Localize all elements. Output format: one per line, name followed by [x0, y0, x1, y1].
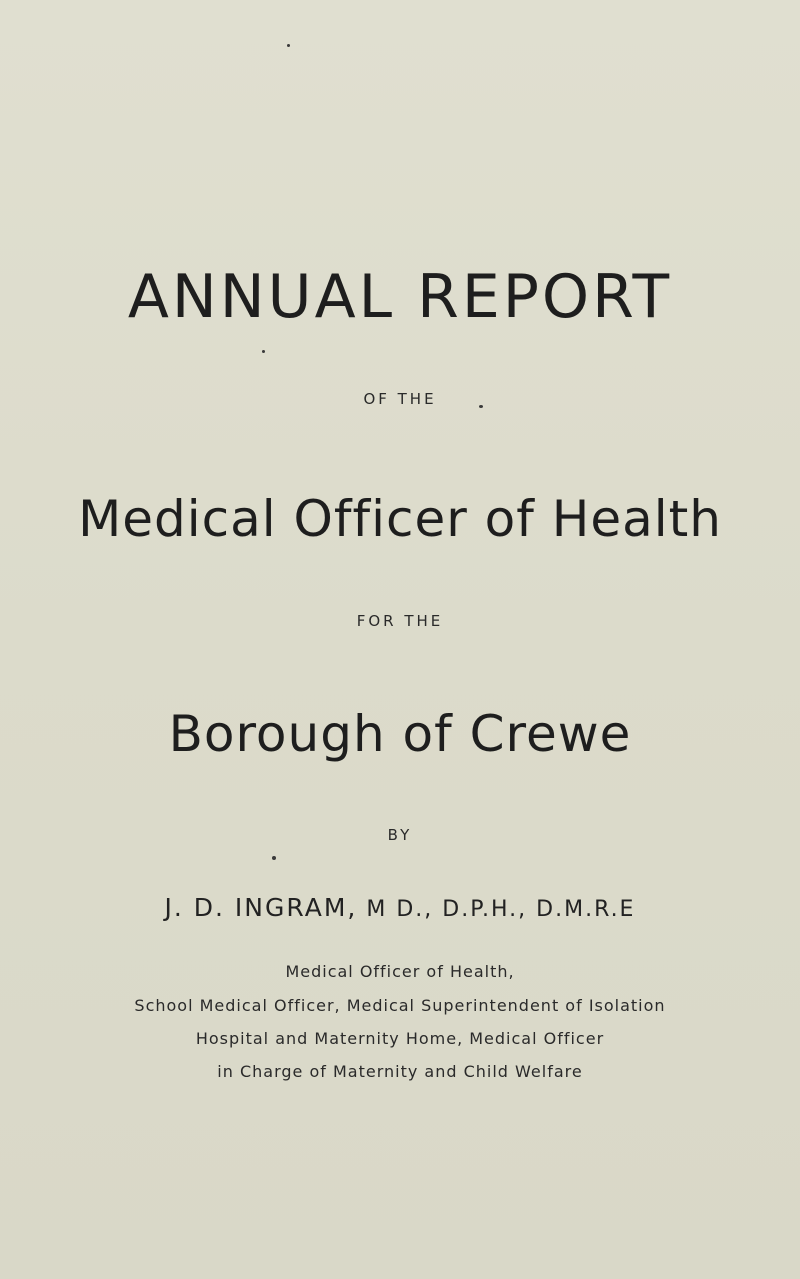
paper-speck: [272, 856, 276, 860]
of-the-label: OF THE: [363, 390, 437, 408]
position-line-1: Medical Officer of Health,: [285, 962, 515, 981]
author-degrees: M D., D.P.H., D.M.R.E: [366, 897, 636, 922]
position-line-3: Hospital and Maternity Home, Medical Officer: [195, 1029, 605, 1048]
paper-speck: [287, 44, 290, 47]
position-line-4: in Charge of Maternity and Child Welfare: [217, 1062, 583, 1081]
office-title: Medical Officer of Health: [78, 490, 722, 548]
by-label: BY: [387, 826, 413, 844]
author-name: J. D. INGRAM,: [164, 893, 358, 922]
paper-speck: [262, 350, 265, 353]
paper-speck: [479, 405, 483, 408]
borough-name: Borough of Crewe: [168, 705, 632, 763]
author-line: [0, 893, 800, 922]
report-title: ANNUAL REPORT: [127, 262, 673, 332]
position-line-2: School Medical Officer, Medical Superintendent of Isolation: [134, 996, 666, 1015]
for-the-label: FOR THE: [356, 612, 444, 630]
